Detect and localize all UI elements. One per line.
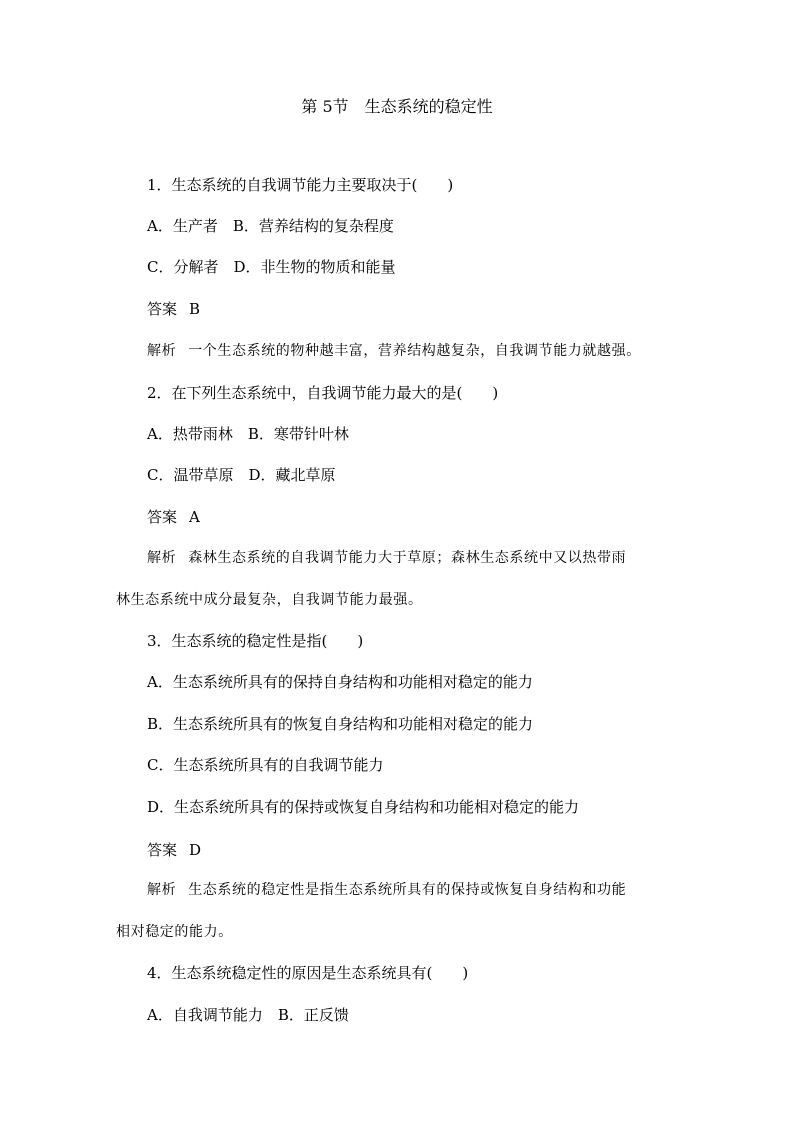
question-2-analysis-line1 (147, 548, 626, 568)
analysis-text: 生态系统的稳定性是指生态系统所具有的保持或恢复自身结构和功能 (188, 882, 627, 898)
question-3-option-b: B．生态系统所具有的恢复自身结构和功能相对稳定的能力 (147, 715, 534, 733)
page-title: 第 5节 生态系统的稳定性 (301, 97, 493, 116)
answer-value: A (189, 508, 200, 526)
analysis-label: 解析 (147, 550, 177, 566)
analysis-label: 解析 (147, 343, 177, 359)
answer-label: 答案 (147, 300, 178, 318)
question-2-analysis-line2: 林生态系统中成分最复杂，自我调节能力最强。 (116, 592, 423, 608)
answer-label: 答案 (147, 508, 178, 526)
question-4-stem: 4．生态系统稳定性的原因是生态系统具有( ) (147, 964, 469, 982)
answer-label: 答案 (147, 841, 178, 859)
question-1-options-cd: C．分解者 D．非生物的物质和能量 (147, 258, 396, 276)
question-1-analysis (147, 341, 641, 361)
answer-value: B (189, 300, 201, 318)
answer-value: D (189, 841, 202, 859)
question-1-answer (147, 299, 200, 319)
question-4-options-ab: A．自我调节能力 B．正反馈 (147, 1006, 349, 1024)
question-1-stem: 1．生态系统的自我调节能力主要取决于( ) (147, 176, 454, 194)
question-2-answer (147, 507, 200, 527)
question-3-option-c: C．生态系统所具有的自我调节能力 (147, 756, 384, 774)
question-2-options-cd: C．温带草原 D．藏北草原 (147, 466, 336, 484)
analysis-label: 解析 (147, 882, 177, 898)
question-3-option-a: A．生态系统所具有的保持自身结构和功能相对稳定的能力 (147, 673, 533, 691)
analysis-text: 一个生态系统的物种越丰富，营养结构越复杂，自我调节能力就越强。 (188, 343, 641, 359)
question-3-answer (147, 840, 201, 860)
question-3-stem: 3．生态系统的稳定性是指( ) (147, 632, 364, 650)
analysis-text: 森林生态系统的自我调节能力大于草原；森林生态系统中又以热带雨 (188, 550, 627, 566)
question-2-stem: 2．在下列生态系统中，自我调节能力最大的是( ) (147, 384, 499, 402)
question-1-options-ab: A．生产者 B．营养结构的复杂程度 (147, 217, 394, 235)
question-2-options-ab: A．热带雨林 B．寒带针叶林 (147, 425, 349, 443)
question-3-analysis-line2: 相对稳定的能力。 (116, 924, 233, 940)
question-3-option-d: D．生态系统所具有的保持或恢复自身结构和功能相对稳定的能力 (147, 798, 580, 816)
question-3-analysis-line1 (147, 880, 626, 900)
